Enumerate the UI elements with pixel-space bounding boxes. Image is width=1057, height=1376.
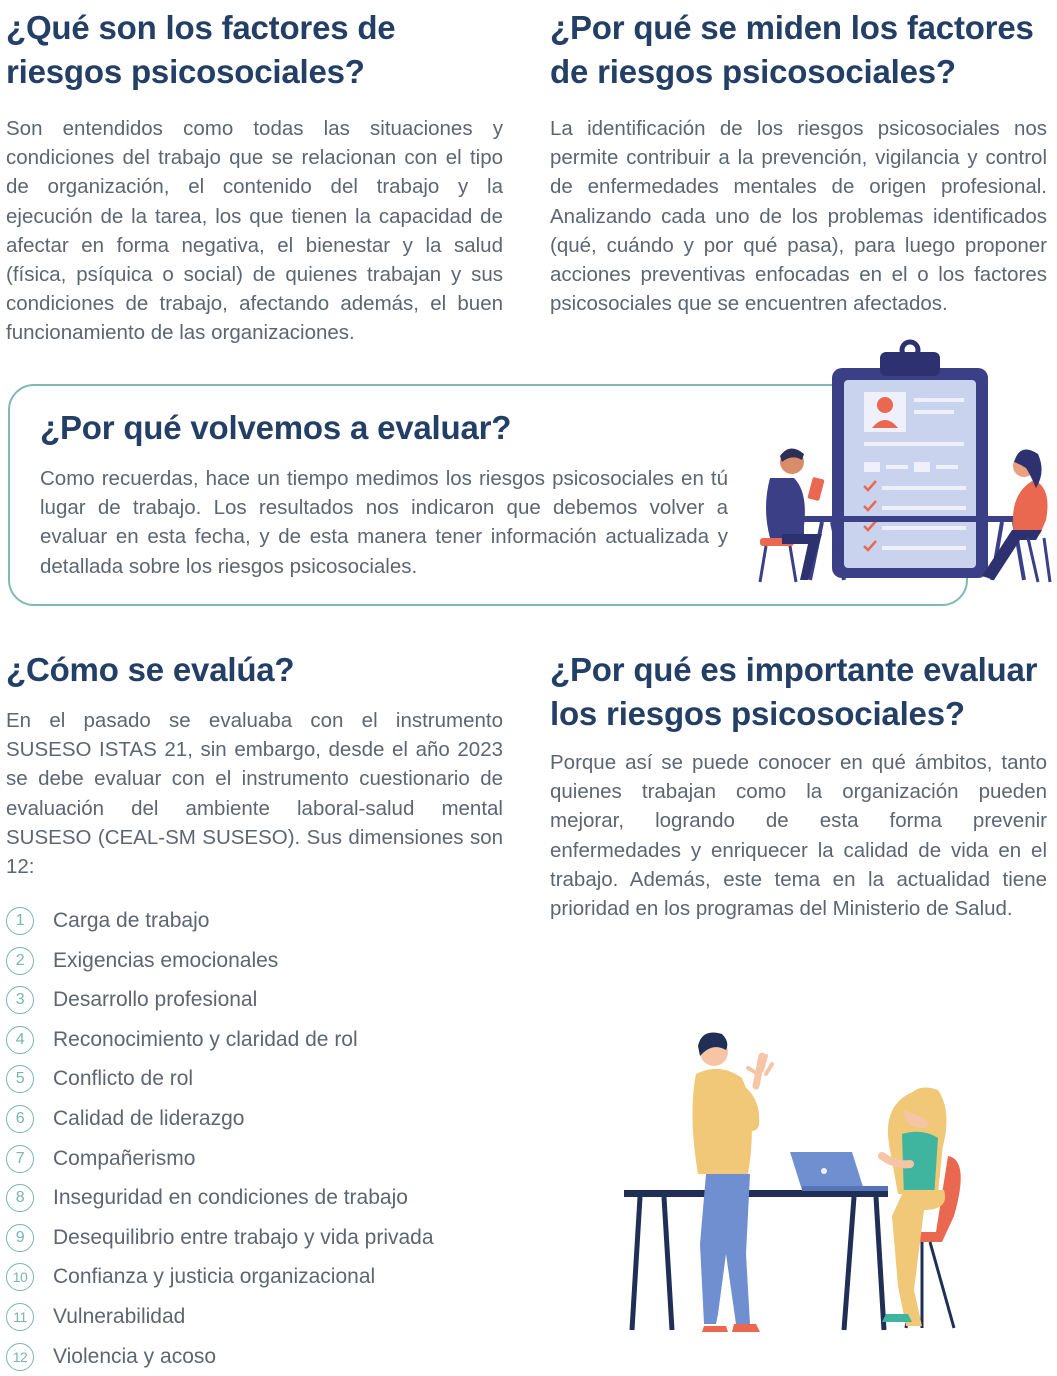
section-how-evaluated — [6, 648, 503, 1376]
list-item — [6, 1139, 503, 1179]
dimension-label: Violencia y acoso — [53, 1344, 217, 1368]
dimensions-list — [6, 901, 503, 1376]
number-badge: 2 — [6, 947, 34, 975]
number-badge: 5 — [6, 1065, 34, 1093]
list-item — [6, 1099, 503, 1139]
section-title: ¿Cómo se evalúa? — [6, 651, 295, 688]
section-body: Son entendidos como todas las situaciones y condiciones del trabajo que se relacionan con el tipo de organización, el contenido del trabajo y la ejecución de la tarea, los que tienen la capacidad de afectar en forma negativa, el bienestar y la salud (física, psíquica o social) de quienes trabajan y sus condiciones de trabajo, afectando además, el buen funcionamiento de las organizaciones. — [6, 117, 503, 345]
number-badge: 3 — [6, 986, 34, 1014]
number-badge: 6 — [6, 1105, 34, 1133]
list-item — [6, 1218, 503, 1258]
number-badge: 9 — [6, 1224, 34, 1252]
section-why-important — [550, 648, 1047, 923]
dimension-label: Exigencias emocionales — [53, 948, 279, 972]
section-body: Porque así se puede conocer en qué ámbitos, tanto quienes trabajan como la organización pueden mejorar, logrando de esta forma prevenir enfermedades y enriquecer la calidad de vida en el trabajo. Además, este tema en la actualidad tiene prioridad en los programas del Ministerio de Salud. — [550, 751, 1047, 921]
dimension-label: Reconocimiento y claridad de rol — [53, 1027, 358, 1051]
dimension-label: Compañerismo — [53, 1146, 196, 1170]
section-title: ¿Por qué volvemos a evaluar? — [40, 409, 512, 446]
dimension-label: Carga de trabajo — [53, 909, 210, 933]
dimension-label: Confianza y justicia organizacional — [53, 1265, 376, 1289]
section-body: La identificación de los riesgos psicosociales nos permite contribuir a la prevención, vigilancia y control de enfermedades mentales de origen profesional. Analizando cada uno de los problemas identificados (qué, cuándo y por qué pasa), para luego proponer acciones preventivas enfocadas en el o los factores psicosociales que se encuentren afectados. — [550, 117, 1047, 316]
section-what-are-risks — [6, 6, 503, 348]
section-body: En el pasado se evaluaba con el instrumento SUSESO ISTAS 21, sin embargo, desde el año 2023 se debe evaluar con el instrumento cuestionario de evaluación del ambiente laboral-salud mental SUSESO (CEAL-SM SUSESO). Sus dimensiones son 12: — [6, 709, 503, 879]
list-item — [6, 901, 503, 941]
number-badge: 10 — [6, 1263, 34, 1291]
dimension-label: Calidad de liderazgo — [53, 1106, 245, 1130]
clipboard-meeting-illustration — [752, 338, 1052, 590]
list-item — [6, 1258, 503, 1298]
list-item — [6, 941, 503, 981]
dimension-label: Inseguridad en condiciones de trabajo — [53, 1186, 408, 1210]
section-title: ¿Por qué se miden los factores de riesgos psicosociales? — [550, 9, 1034, 90]
number-badge: 7 — [6, 1145, 34, 1173]
list-item — [6, 1020, 503, 1060]
list-item — [6, 980, 503, 1020]
section-title: ¿Por qué es importante evaluar los riesgos psicosociales? — [550, 651, 1038, 732]
dimension-label: Desarrollo profesional — [53, 988, 258, 1012]
section-why-measure — [550, 6, 1047, 318]
dimension-label: Vulnerabilidad — [53, 1304, 186, 1328]
number-badge: 8 — [6, 1184, 34, 1212]
section-title: ¿Qué son los factores de riesgos psicosociales? — [6, 9, 396, 90]
list-item — [6, 1060, 503, 1100]
list-item — [6, 1337, 503, 1376]
dimension-label: Conflicto de rol — [53, 1067, 194, 1091]
section-why-re-evaluate — [40, 406, 728, 581]
number-badge: 12 — [6, 1343, 34, 1371]
number-badge: 11 — [6, 1303, 34, 1331]
section-body: Como recuerdas, hace un tiempo medimos los riesgos psicosociales en tú lugar de trabajo. Los resultados nos indicaron que debemos volver a evaluar en esta fecha, y de esta manera tener información actualizada y detallada sobre los riesgos psicosociales. — [40, 467, 728, 578]
number-badge: 1 — [6, 907, 34, 935]
dimension-label: Desequilibrio entre trabajo y vida privada — [53, 1225, 434, 1249]
people-at-laptop-illustration — [618, 1030, 988, 1335]
list-item — [6, 1178, 503, 1218]
number-badge: 4 — [6, 1026, 34, 1054]
list-item — [6, 1297, 503, 1337]
